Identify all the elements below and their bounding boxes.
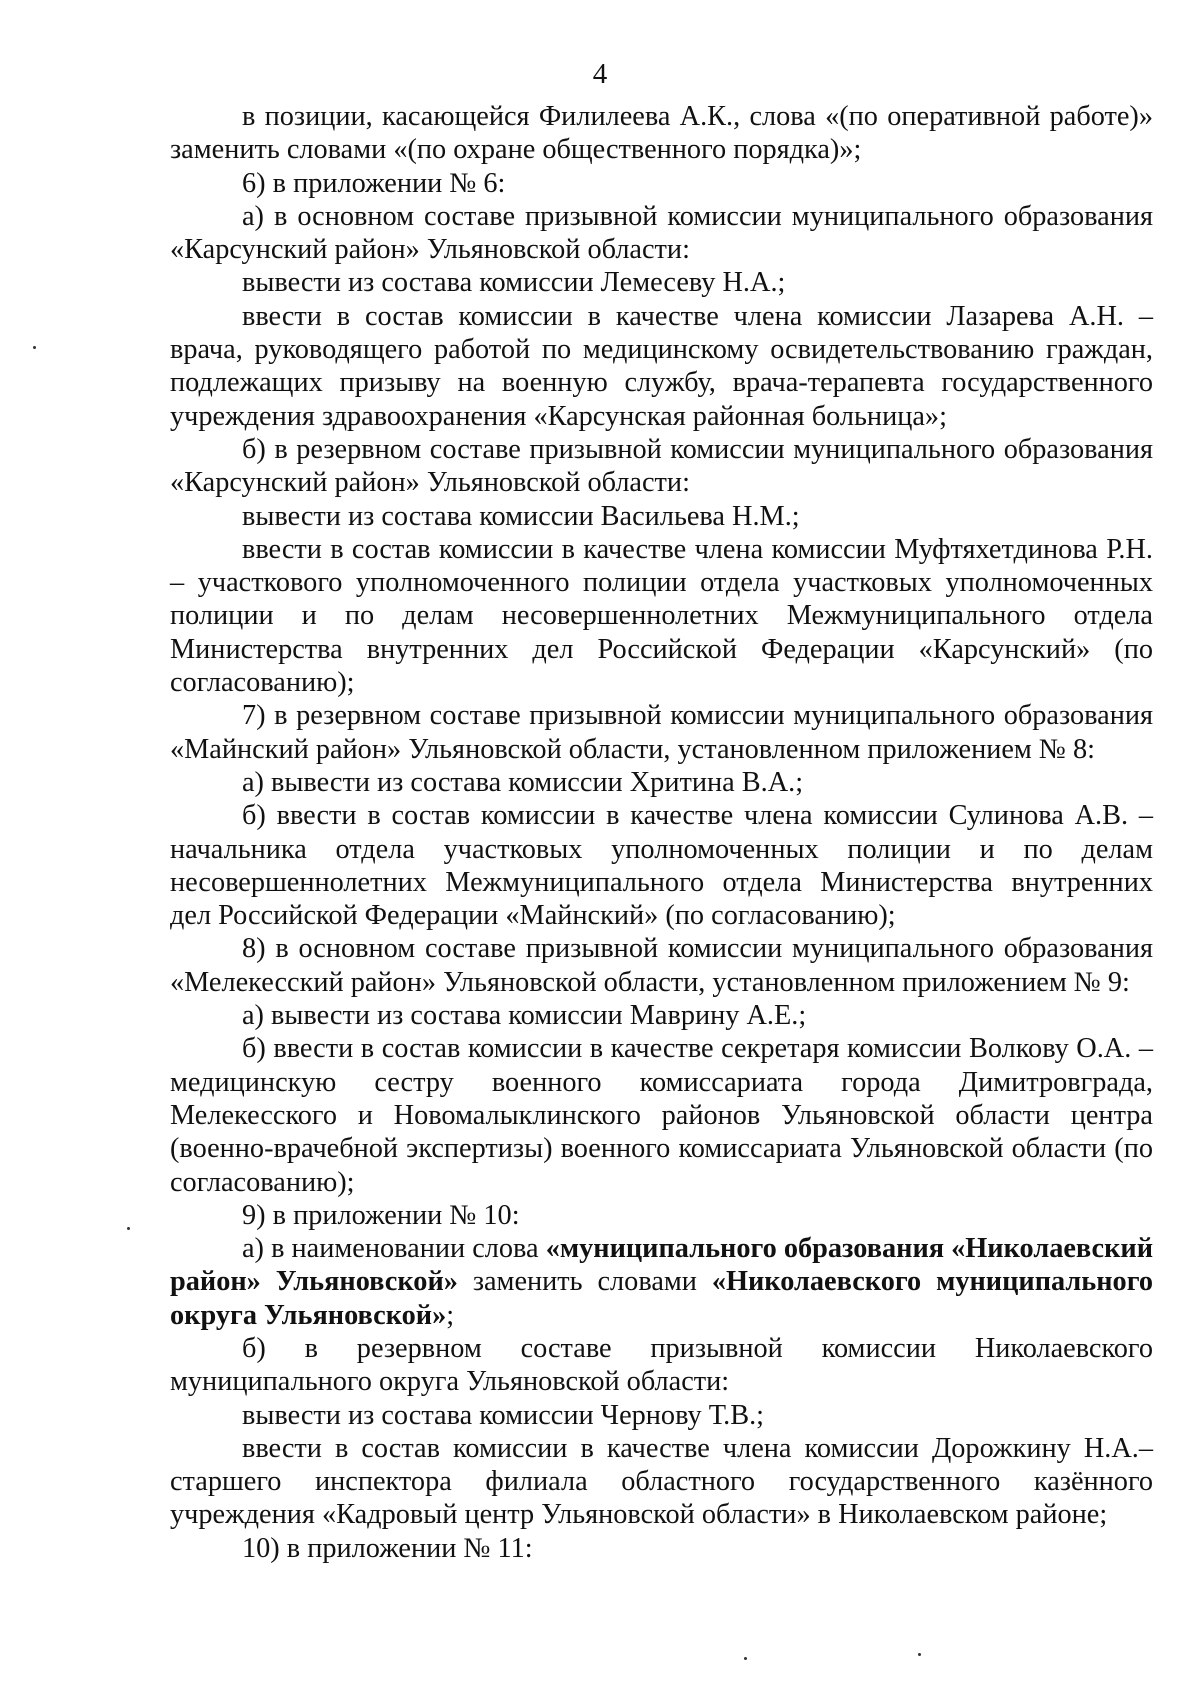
paragraph-item-8-melekess: 8) в основном составе призывной комиссии муниципального образования «Мелекесский район» Ульяновской области, установленном приложением № 9: [170, 933, 1153, 998]
paragraph-add-dorozhkina: ввести в состав комиссии в качестве члена комиссии Дорожкину Н.А.– старшего инспектора филиала областного государственного казённого учреждения «Кадровый центр Ульяновской области» в Николаевском районе; [170, 1432, 1153, 1531]
new-name-quote: «Николаевского муниципального округа Ульяновской» [170, 1266, 1153, 1331]
paragraph-karsun-main: а) в основном составе призывной комиссии муниципального образования «Карсунский район» Ульяновской области: [170, 200, 1153, 266]
paragraph-item-9: 9) в приложении № 10: [242, 1199, 520, 1231]
scan-speck [127, 1227, 130, 1230]
paragraph-remove-chernova: вывести из состава комиссии Чернову Т.В.; [242, 1399, 765, 1431]
paragraph-add-muftyakhetdinov: ввести в состав комиссии в качестве члена комиссии Муфтяхетдинова Р.Н. – участкового уполномоченного полиции отдела участковых уполномоченных полиции и по делам несовершеннолетних Межмуниципального отдела Министерства внутренних дел Российской Федерации «Карсунский» (по согласованию); [170, 533, 1153, 699]
paragraph-nikolaevsky-reserve: б) в резервном составе призывной комиссии Николаевского муниципального округа Ульяновской области: [170, 1332, 1153, 1398]
paragraph-add-lazarev: ввести в состав комиссии в качестве члена комиссии Лазарева А.Н. – врача, руководящего работой по медицинскому освидетельствованию граждан, подлежащих призыву на военную службу, врача-терапевта государственного учреждения здравоохранения «Карсунская районная больница»; [170, 300, 1153, 432]
paragraph-remove-mavrina: а) вывести из состава комиссии Маврину А.Е.; [242, 1000, 807, 1032]
paragraph-add-sulinov: б) ввести в состав комиссии в качестве члена комиссии Сулинова А.В. – начальника отдела участковых уполномоченных полиции и по делам несовершеннолетних Межмуниципального отдела Министерства внутренних дел Российской Федерации «Майнский» (по согласованию); [170, 800, 1153, 932]
paragraph-remove-lemeseva: вывести из состава комиссии Лемесеву Н.А.; [242, 267, 786, 299]
page-number: 4 [592, 58, 608, 90]
scan-speck [918, 1653, 921, 1656]
paragraph-remove-khritin: а) вывести из состава комиссии Хритина В.А.; [242, 766, 804, 798]
paragraph-item-6: 6) в приложении № 6: [242, 167, 506, 199]
paragraph-rename-nikolaevsky [170, 1232, 1153, 1332]
paragraph-karsun-reserve: б) в резервном составе призывной комиссии муниципального образования «Карсунский район» Ульяновской области: [170, 433, 1153, 499]
paragraph-filileev: в позиции, касающейся Филилеева А.К., слова «(по оперативной работе)» заменить словами «(по охране общественного порядка)»; [170, 101, 1153, 166]
rename-lead: а) в наименовании слова [242, 1233, 546, 1265]
paragraph-item-7-mainsky: 7) в резервном составе призывной комиссии муниципального образования «Майнский район» Ульяновской области, установленном приложением № 8: [170, 700, 1153, 765]
old-name-quote: «муниципального образования «Николаевский район» Ульяновской» [170, 1233, 1153, 1298]
rename-tail: ; [446, 1299, 455, 1331]
paragraph-item-10: 10) в приложении № 11: [242, 1532, 533, 1564]
scan-speck [744, 1657, 747, 1660]
scan-speck [33, 346, 36, 349]
rename-middle: заменить словами [457, 1266, 712, 1298]
paragraph-add-volkova: б) ввести в состав комиссии в качестве секретаря комиссии Волкову О.А. – медицинскую сестру военного комиссариата города Димитровграда, Мелекесского и Новомалыклинского районов Ульяновской области центра (военно-врачебной экспертизы) военного комиссариата Ульяновской области (по согласованию); [170, 1033, 1153, 1198]
document-body [170, 100, 1153, 1565]
paragraph-remove-vasiliev: вывести из состава комиссии Васильева Н.М.; [242, 500, 800, 532]
